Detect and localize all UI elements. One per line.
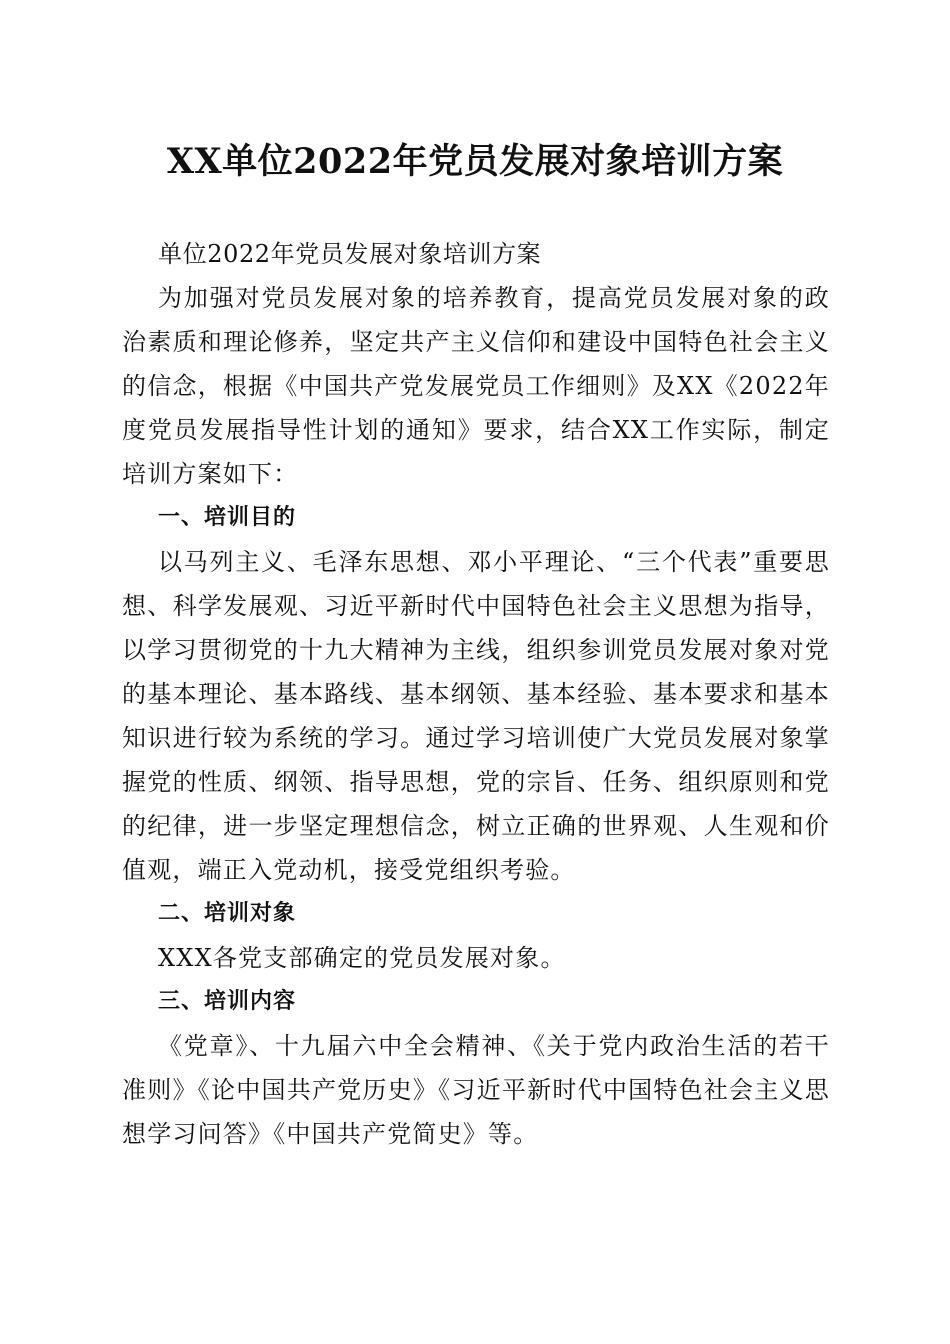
document-title: XX单位2022年党员发展对象培训方案 [166, 141, 784, 182]
document-body [122, 232, 830, 1156]
section-text-audience: XXX各党支部确定的党员发展对象。 [158, 944, 566, 972]
section-text-content: 《党章》、十九届六中全会精神、《关于党内政治生活的若干准则》《论中国共产党历史》《习近平新时代中国特色社会主义思想学习问答》《中国共产党简史》等。 [122, 1032, 830, 1148]
section-heading-content: 三、培训内容 [158, 989, 297, 1014]
intro-paragraph: 为加强对党员发展对象的培养教育，提高党员发展对象的政治素质和理论修养，坚定共产主义信仰和建设中国特色社会主义的信念，根据《中国共产党发展党员工作细则》及XX《2022年度党员发展指导性计划的通知》要求，结合XX工作实际，制定培训方案如下： [122, 284, 830, 488]
section-heading-purpose: 一、培训目的 [158, 505, 297, 530]
section-heading-audience: 二、培训对象 [158, 901, 297, 926]
section-text-purpose: 以马列主义、毛泽东思想、邓小平理论、“三个代表”重要思想、科学发展观、习近平新时代中国特色社会主义思想为指导，以学习贯彻党的十九大精神为主线，组织参训党员发展对象对党的基本理论、基本路线、基本纲领、基本经验、基本要求和基本知识进行较为系统的学习。通过学习培训使广大党员发展对象掌握党的性质、纲领、指导思想，党的宗旨、任务、组织原则和党的纪律，进一步坚定理想信念，树立正确的世界观、人生观和价值观，端正入党动机，接受党组织考验。 [122, 548, 830, 884]
document-subtitle: 单位2022年党员发展对象培训方案 [158, 240, 542, 268]
